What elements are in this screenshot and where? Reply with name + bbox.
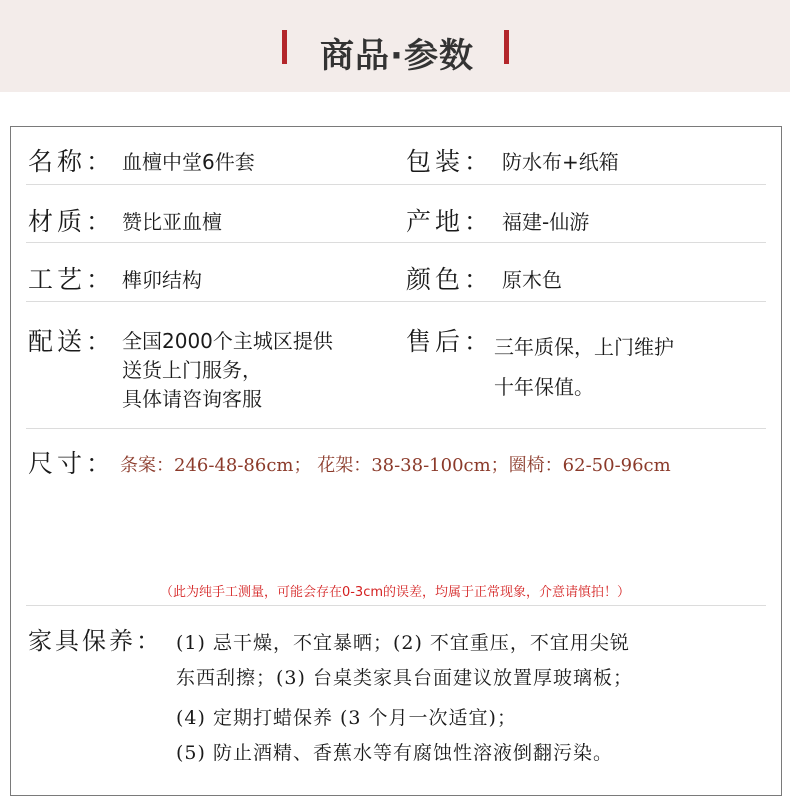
after-sales-line: 十年保值。 [494,375,594,399]
care-line: 东西刮擦；(3) 台桌类家具台面建议放置厚玻璃板； [176,667,633,689]
spec-value-name: 血檀中堂6件套 [122,150,255,174]
page-title: 商品·参数 [320,36,474,76]
divider [26,184,766,185]
delivery-line: 具体请咨询客服 [122,387,262,411]
spec-label-origin: 产地： [406,207,494,236]
spec-value-origin: 福建-仙游 [502,210,590,234]
after-sales-line: 三年质保，上门维护 [494,335,674,359]
spec-value-color: 原木色 [502,268,562,292]
divider [26,301,766,302]
section-header [0,0,790,92]
divider [26,605,766,606]
spec-label-material: 材质： [28,207,116,236]
measurement-note: （此为纯手工测量，可能会存在0-3cm的误差，均属于正常现象，介意请慎拍！） [159,585,631,600]
spec-label-size: 尺寸： [28,449,116,478]
spec-label-after-sales: 售后： [406,327,494,356]
spec-value-delivery [122,327,333,414]
spec-label-craft: 工艺： [28,265,116,294]
spec-label-color: 颜色： [406,265,494,294]
spec-label-packaging: 包装： [406,147,494,176]
care-line: (4) 定期打蜡保养 (3 个月一次适宜)； [176,707,517,729]
spec-value-craft: 榫卯结构 [122,268,202,292]
spec-value-material: 赞比亚血檀 [122,210,222,234]
delivery-line: 送货上门服务， [122,358,262,382]
delivery-line: 全国2000个主城区提供 [122,329,333,353]
divider [26,242,766,243]
spec-value-packaging: 防水布+纸箱 [502,150,619,174]
spec-value-size: 条案：246-48-86cm； 花架：38-38-100cm；圈椅：62-50-96cm [120,455,671,476]
header-bar-right [504,30,509,64]
header-bar-left [282,30,287,64]
care-line: (5) 防止酒精、香蕉水等有腐蚀性溶液倒翻污染。 [176,742,613,764]
care-line: (1) 忌干燥，不宜暴晒；(2) 不宜重压，不宜用尖锐 [176,632,630,654]
spec-label-name: 名称： [28,147,116,176]
spec-value-after-sales [494,327,674,407]
divider [26,428,766,429]
spec-label-delivery: 配送： [28,327,116,356]
care-label: 家具保养： [28,627,163,655]
